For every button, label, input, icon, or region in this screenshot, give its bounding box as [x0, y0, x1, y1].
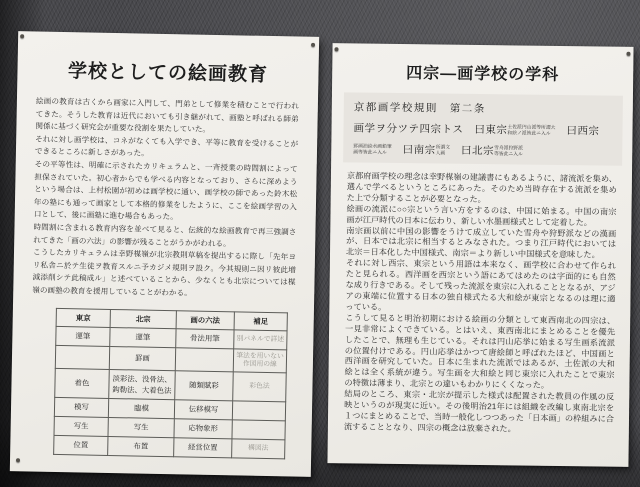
regulation-line — [353, 120, 612, 138]
paragraph: それに対し西宗、東宗という用語は本来なく、画学校に合わせて作られたと見られる。西洋画を西宗という語にあてはめたのは字面的にも自然な成り行きである。そして残った流派を東宗に入れることとなるが、アジアの東端に位置する日本の独自様式たる大和絵が東宗となるのは理に適っている。 — [345, 258, 616, 312]
table-cell: 運筆 — [110, 327, 176, 347]
pin-mark — [311, 43, 315, 47]
table-note-cell: 別パネルで詳述 — [234, 329, 287, 349]
table-cell: 布置 — [108, 436, 174, 456]
table-note-cell — [232, 419, 285, 439]
paragraph: 結局のところ、東宗・北宗が提示した様式は配置された教員の作風の反映というのが現実に近い。その後明治21年には組織を改編し東南北宗を１つにまとめることで、当時一般化しつつあった「日本画」の枠組みに合流することとなり、四宗の概念は放棄された。 — [343, 389, 615, 434]
table-cell: 着色 — [55, 368, 110, 398]
left-panel-title: 学校としての絵画教育 — [67, 61, 269, 86]
table-cell: 骨法用筆 — [176, 328, 234, 348]
regulation-annotation: 雪舟派狩野派 等皆此ニ入ル — [493, 146, 523, 158]
table-cell: 模写 — [54, 397, 108, 417]
table-cell: 随類賦彩 — [175, 370, 234, 400]
paragraph: その平等性は、明確に示されたカリキュラムと、一斉授業の時間割によって担保されていた。初心者からでも学べる内容となっており、さらに深めようという場合は、上村松園が初めは画学校に通い、画学校の師であった鈴木松年の塾にも通って画家として本格的修業をしたように、ここを絵画学習の入口として、後に画塾に進む場合もあった。 — [33, 159, 298, 222]
table-cell: 淡彩法、没骨法、 鈎勒法、大着色法 — [109, 369, 176, 399]
paragraph: 絵画の流派に○○宗という言い方をするのは、中国に始まる。中国の南宗画が江戸時代の日本に伝わり、新しい水墨画様式として定着した。 — [346, 204, 617, 227]
regulation-lines — [353, 120, 612, 159]
regulation-text: 曰西宗 — [555, 125, 600, 138]
table-note-cell: 彩色法 — [233, 371, 287, 401]
paragraph: 時間割に含まれる教育内容を並べて見ると、伝統的な絵画教育で再三強調されてきた「画の六法」の影響が残ることがうかがわれる。 — [33, 222, 297, 248]
table-cell: 写生 — [54, 416, 108, 436]
paragraph: 京都府画学校の理念は幸野楳嶺の建議書にもあるように、諸流派を集め、選んで学べるというところにあった。そのため当時存在する流派を集めた上で分類することが必要となった。 — [346, 171, 617, 204]
table-note-cell: 構図法 — [232, 438, 285, 458]
right-panel-title: 四宗―画学校の学科 — [406, 65, 560, 84]
paragraph: こうしたカリキュラムは幸野楳嶺が北宗教則草稿を提出するに際し「先年ヨリ私舎ニ於テ生徒ヲ教育スルニ予カジメ規則ヲ設ク。今其規則ニ因リ彼此増減添削シテ此稿成ル」と述べていることから、少なくとも北宗については楳嶺の画塾の教育を援用していることがわかる。 — [32, 247, 297, 298]
table-cell — [175, 347, 233, 371]
table-cell: 位置 — [54, 435, 108, 455]
table-cell: 罫画 — [109, 346, 175, 370]
paragraph: それに対し画学校は、コネがなくても入学でき、平等に教育を受けることができるところに新しさがあった。 — [34, 134, 299, 159]
regulation-heading: 京都画学校規則 第二条 — [353, 102, 486, 116]
table-cell — [55, 345, 109, 369]
col-header-six-laws: 画の六法 — [176, 310, 234, 329]
regulation-annotation: 罫画油絵水画鉛筆 画等皆此ニ入ル — [353, 144, 392, 156]
table-cell: 伝移模写 — [174, 399, 232, 419]
right-panel-paper — [327, 43, 633, 467]
pin-mark — [20, 34, 24, 38]
table-cell: 経営位置 — [174, 437, 232, 457]
paragraph: こうして見ると明治初期における絵画の分類として東西南北の四宗は、一見非常によくできている。とはいえ、東西南北にまとめることを優先したことで、無理も生じている。それは円山応挙に始まる写生画系流派の位置付けである。円山応挙はかつて唐絵師と呼ばれたほど、中国画と西洋画を研究していた。日本に生まれた流派ではあるが、土佐派の大和絵とは全く系統が違う。写生画を大和絵と同じ東宗に入れたことで東宗の特徴は薄まり、北宗との違いもわかりにくくなった。 — [344, 313, 616, 391]
regulation-text: 曰北宗 — [449, 145, 495, 158]
curriculum-table-body — [54, 326, 287, 458]
col-header-hokushu: 北宗 — [110, 309, 176, 328]
regulation-line — [353, 141, 612, 159]
table-row — [54, 435, 285, 458]
regulation-text: 画学ヲ分ツテ四宗トス 曰東宗 — [353, 123, 508, 137]
paragraph: 南宗画以前に中国の影響をうけて成立していた雪舟や狩野派などの漢画が、日本では北宗に相当するとみなされた。つまり江戸時代においては北宗＝日本化した中国様式、南宗＝より新しい中国様式を意味した。 — [345, 225, 617, 260]
col-header-note: 補足 — [234, 311, 287, 330]
regulation-annotation: 土佐派円山派等所謂大 和絵ノ派皆此ニ入ル — [507, 125, 556, 137]
table-note-cell — [232, 400, 285, 420]
col-header-tokyo: 東京 — [56, 308, 110, 327]
table-cell: 写生 — [108, 417, 174, 437]
pin-mark — [16, 458, 20, 462]
left-paragraphs — [32, 96, 299, 303]
right-paragraphs — [344, 171, 617, 436]
paragraph: 絵画の教育は古くから画家に入門して、門弟として修業を積むことで行われてきた。そうした教育は近代においても引き継がれて、画塾と呼ばれる師弟関係に基づく研究会が重要な役割を果たしていた。 — [35, 96, 299, 135]
pin-mark — [334, 47, 338, 51]
table-cell: 応物象形 — [174, 418, 232, 438]
table-cell: 運筆 — [56, 326, 110, 346]
left-panel-paper — [10, 31, 319, 477]
table-cell: 臨模 — [108, 398, 174, 418]
table-note-cell: 筆法を用いない 作図用の線 — [233, 348, 286, 372]
regulation-quote-block — [343, 92, 623, 165]
pin-mark — [626, 52, 630, 56]
regulation-annotation: 所謂文 人画 — [435, 145, 451, 157]
regulation-text: 曰南宗 — [391, 144, 436, 157]
curriculum-table — [53, 307, 288, 458]
table-row — [55, 368, 287, 401]
